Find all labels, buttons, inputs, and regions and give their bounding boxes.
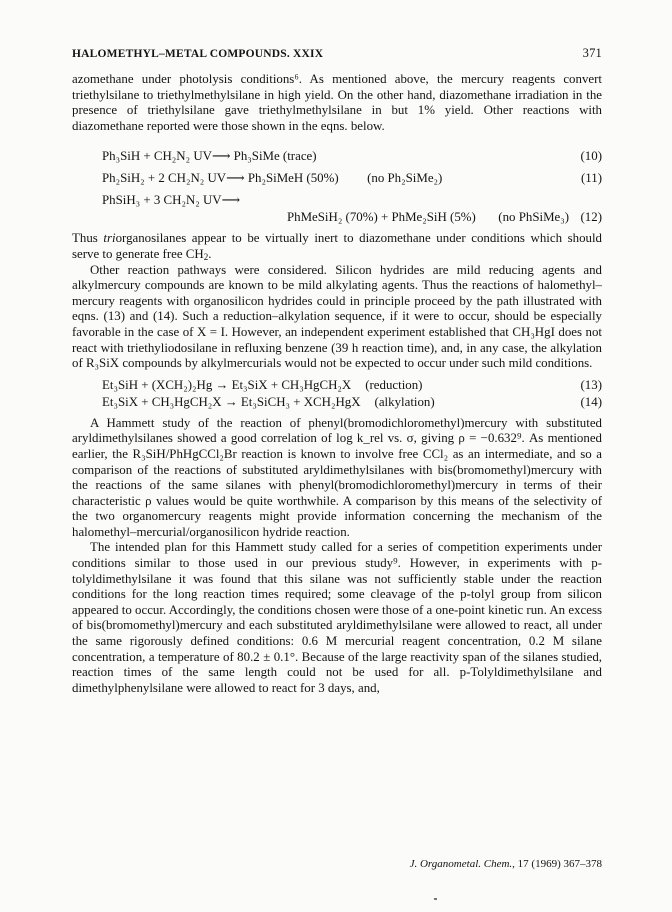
uv-label: UV — [207, 170, 227, 185]
equation-11-lhs: Ph₂SiH₂ + 2 CH₂N₂ — [102, 170, 205, 185]
body-text — [72, 72, 602, 696]
journal-name: J. Organometal. Chem. — [409, 858, 513, 870]
equation-12-lhs: PhSiH₃ + 3 CH₂N₂ — [102, 192, 200, 207]
equation-12-number: (12) — [580, 209, 602, 224]
equation-13-number: (13) — [580, 378, 602, 393]
equation-10-lhs: Ph₃SiH + CH₂N₂ — [102, 148, 191, 163]
scan-mark — [434, 898, 437, 900]
equation-12-note: (no PhSiMe₃) — [498, 209, 570, 224]
equation-10 — [102, 142, 602, 164]
uv-arrow-icon: UV⟶ — [203, 192, 241, 207]
paragraph-1: azomethane under photolysis conditions⁶. As mentioned above, the mercury reagents convert triethylsilane to triethylmethylsilane in high yield. On the other hand, diazomethane irradiation in the presence of triethylsilane gave triethylmethylsilane in but 1% yield. Other reactions with diazomethane reported were those shown in the eqns. below. — [72, 72, 602, 133]
equation-10-rhs: Ph₃SiMe (trace) — [233, 148, 317, 163]
running-header — [72, 46, 602, 61]
journal-citation — [72, 858, 602, 870]
equation-11 — [102, 164, 602, 186]
equation-11-rhs: Ph₂SiMeH (50%) — [247, 170, 339, 185]
page-number: 371 — [582, 46, 602, 60]
paragraph-2: Thus triorganosilanes appear to be virtually inert to diazomethane under conditions which should serve to generate free $CH_2$. — [72, 231, 602, 262]
journal-volume: , 17 (1969) 367–378 — [512, 858, 602, 870]
equations-10-12 — [72, 142, 602, 225]
equation-14 — [102, 394, 602, 411]
equation-14-number: (14) — [580, 395, 602, 410]
equation-13 — [102, 377, 602, 394]
equation-14-text: Et₃SiX + CH₃HgCH₂X → Et₃SiCH₃ + XCH₂HgX — [102, 395, 361, 410]
equation-13-text: Et₃SiH + (XCH₂)₂Hg → Et₃SiX + CH₃HgCH₂X — [102, 378, 352, 393]
uv-label: UV — [193, 148, 212, 163]
paragraph-3: Other reaction pathways were considered. Silicon hydrides are mild reducing agents and alkylmercury compounds are known to be mild alkylating agents. Thus the reactions of halomethyl–mercury reagents with organosilicon hydrides could in principle proceed by the path illustrated with eqns. (13) and (14). Such a reduction–alkylation sequence, if it were to occur, should be especially favorable in the case of X = I. However, an independent experiment established that CH₃HgI does not react with triethyliodosilane in refluxing benzene (39 h reaction time), and, in any case, the alkylation of R₃SiX compounds by alkylmercurials would not be expected to occur under such mild conditions. — [72, 262, 602, 371]
equation-14-note: (alkylation) — [374, 395, 435, 410]
equations-13-14 — [72, 377, 602, 411]
paragraph-5: The intended plan for this Hammett study called for a series of competition experiments under conditions similar to those used in our previous study⁹. However, in experiments with p-tolyldimethylsilane it was found that this silane was not sufficiently stable under the reaction conditions for the long reaction times required; some cleavage of the p-tolyl group from silicon appeared to occur. Accordingly, the conditions chosen were those of a one-point kinetic run. An excess of bis(bromomethyl)mercury and each substituted aryldimethylsilane were allowed to react, all under the same rigorously defined conditions: 0.6 M mercurial reagent concentration, 0.2 M silane concentration, a temperature of 80.2 ± 0.1°. Because of the large reactivity span of the silanes studied, reaction times of the same length could not be used for all. p-Tolyldimethylsilane and dimethylphenylsilane were allowed to react for 3 days, and, — [72, 540, 602, 695]
uv-arrow-icon: UV⟶ — [193, 148, 231, 163]
equation-10-number: (10) — [580, 148, 602, 163]
equation-12-rhs: PhMeSiH₂ (70%) + PhMe₂SiH (5%) — [286, 209, 476, 224]
running-title: HALOMETHYL–METAL COMPOUNDS. XXIX — [72, 48, 324, 60]
equation-12 — [102, 186, 602, 208]
equation-13-note: (reduction) — [365, 378, 423, 393]
paragraph-4: A Hammett study of the reaction of phenyl(bromodichloromethyl)mercury with substituted aryldimethylsilanes showed a good correlation of log k_rel vs. σ, giving ρ = −0.632⁹. As mentioned earlier, the R₃SiH/PhHgCCl₂Br reaction is known to involve free CCl₂ as an intermediate, and so a comparison of the reactions of substituted aryldimethylsilanes with bis(bromomethyl)mercury with the reactions of the same silanes with phenyl(bromodichloromethyl)mercury in terms of their characteristic ρ values would be quite worthwhile. A comparison by this means of the selectivity of the two organomercury reagents might provide information concerning the mechanism of the halomethyl–mercurial/organosilicon hydride reaction. — [72, 415, 602, 539]
uv-arrow-icon: UV⟶ — [207, 170, 245, 185]
uv-label: UV — [203, 192, 222, 207]
equation-12-continued — [102, 208, 602, 225]
equation-11-note: (no Ph₂SiMe₂) — [367, 170, 443, 185]
equation-11-number: (11) — [581, 170, 602, 185]
